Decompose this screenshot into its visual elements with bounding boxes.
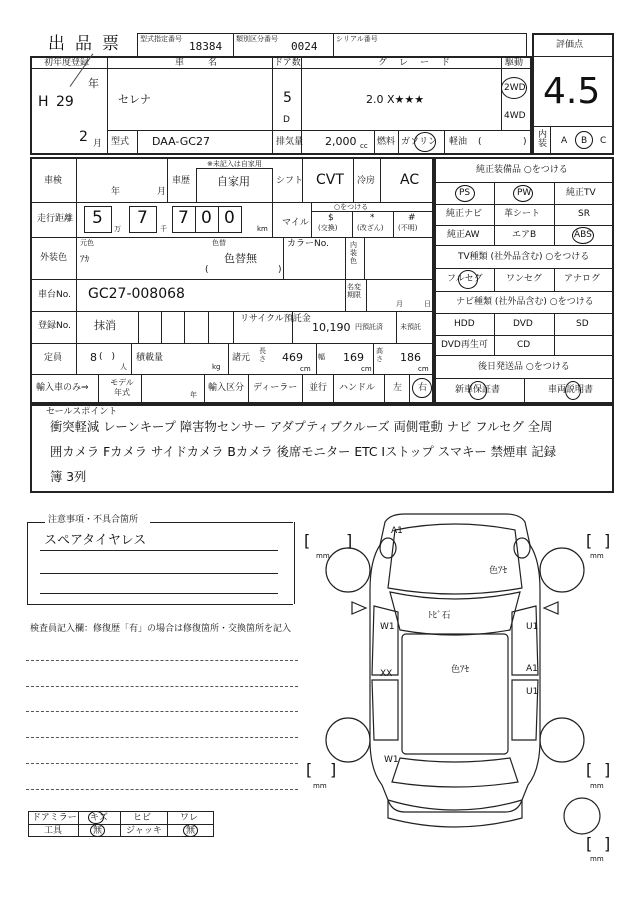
height-unit: cm: [418, 365, 429, 373]
bracket-fl-open: [: [304, 531, 311, 550]
shaken-month-unit: 月: [157, 187, 167, 197]
notes-label: 注意事項・不具合箇所: [48, 515, 139, 525]
mirror-h2: キズ: [90, 813, 108, 823]
navi-hdd: HDD: [454, 319, 475, 329]
equipment-title: 純正装備品 ○をつける: [476, 165, 568, 175]
mileage-dollar: $: [328, 213, 334, 223]
diag-u1-right2: U1: [526, 687, 539, 697]
mm-fl: mm: [316, 552, 330, 560]
diag-roof-label: ﾄﾋﾞ石: [428, 611, 451, 621]
history-value: 自家用: [217, 175, 250, 188]
sales-point-label: セールスポイント: [46, 407, 118, 417]
color-no-label: カラーNo.: [287, 239, 329, 249]
diag-body-label: 色ｱｾ: [451, 665, 470, 675]
mirror-h1: ドアミラー: [32, 813, 77, 823]
docs-warranty: 新車保証書: [455, 385, 501, 395]
docs-title: 後日発送品 ○をつける: [478, 362, 570, 372]
fuel-gasoline: ガソリン: [401, 137, 438, 147]
mm-fr: mm: [590, 552, 604, 560]
displacement-label: 排気量: [276, 137, 304, 147]
doors-label: ドア数: [274, 58, 301, 68]
capacity-unit: 人: [120, 363, 127, 371]
repaint-value: 色替無: [224, 252, 257, 265]
shift-label: シフト: [276, 176, 304, 186]
first-reg-month-unit: 月: [93, 139, 103, 149]
drive-label: 駆動: [505, 58, 524, 68]
first-reg-label: 初年度登録: [44, 58, 90, 68]
title-month-unit: 月: [396, 300, 403, 308]
width-unit: cm: [361, 365, 372, 373]
length-value: 469: [282, 351, 303, 364]
reg-label: 登録No.: [38, 321, 71, 331]
type-no-label: 型式指定番号: [140, 35, 182, 43]
type-no: 18384: [189, 40, 223, 53]
mileage-mile: マイル: [282, 218, 309, 228]
color-label: 外装色: [40, 253, 68, 263]
mileage-digit-2: 7: [137, 208, 148, 228]
diag-a1-front: A1: [391, 526, 403, 536]
equip-abs-circle: [572, 227, 594, 244]
car-name: セレナ: [118, 93, 151, 106]
handle-left: 左: [393, 383, 403, 393]
mileage-dollar-sub: (交換): [318, 224, 338, 232]
mileage-star: *: [370, 213, 375, 223]
equip-ps: PS: [459, 188, 471, 198]
repaint-paren-close: ): [278, 265, 282, 275]
equip-pw: PW: [517, 188, 532, 198]
navi-dvd: DVD: [513, 319, 533, 329]
notes-text: スペアタイヤレス: [44, 533, 147, 548]
length-unit: cm: [300, 365, 311, 373]
diag-w1-bottom: W1: [384, 755, 399, 765]
diag-hood-label: 色ｱｾ: [489, 566, 508, 576]
drive-4wd: 4WD: [504, 111, 526, 121]
mileage-circle-note: ○をつける: [334, 203, 369, 211]
first-reg-era: H: [38, 94, 49, 110]
doors-value: 5: [283, 90, 292, 106]
grade-label: グレード: [378, 58, 463, 68]
import-dealer: ディーラー: [253, 383, 298, 393]
inspector-label: 検査員記入欄：修復歴「有」の場合は修復箇所・交換箇所を記入: [30, 624, 292, 634]
equip-abs: ABS: [574, 230, 592, 240]
sales-line-1: 衝突軽減 レーンキープ 障害物センサー アダプティブクルーズ 両側電動 ナビ フルセグ 全周: [50, 420, 553, 434]
mirror-h4: ワレ: [180, 813, 199, 823]
first-reg-month: 2: [79, 129, 88, 145]
bracket-rr-close: ]: [604, 760, 611, 779]
mm-rr: mm: [590, 782, 604, 790]
docs-warranty-circle: [469, 381, 487, 400]
mileage-sen: 千: [160, 225, 167, 233]
score-value: 4.5: [543, 71, 601, 112]
sales-line-2: 囲カメラ Fカメラ サイドカメラ Bカメラ 後席モニター ETC Iストップ スマキー 禁煙車 記録: [50, 445, 557, 459]
bracket-fr-close: ]: [604, 531, 611, 550]
score-label: 評価点: [556, 40, 584, 50]
tv-oneseg: ワンセグ: [506, 274, 543, 284]
jack-value: 無: [186, 826, 196, 836]
title-day-unit: 日: [424, 300, 431, 308]
jack-label: ジャッキ: [126, 826, 162, 836]
interior-b: B: [581, 136, 588, 146]
tv-analog: アナログ: [564, 274, 601, 284]
shaken-year-unit: 年: [111, 187, 121, 197]
import-label: 輸入車のみ⇒: [36, 383, 89, 393]
equip-aw: 純正AW: [447, 230, 480, 240]
mileage-digit-3: 7: [178, 208, 189, 228]
interior-a: A: [561, 136, 568, 146]
mileage-hash: #: [408, 213, 416, 223]
drive-2wd-circle: [501, 77, 527, 99]
shift-value: CVT: [316, 172, 344, 188]
car-name-label: 車名: [175, 58, 242, 68]
recycle-value: 10,190: [312, 321, 351, 334]
tools-value: 無: [93, 826, 103, 836]
repaint-paren-open: (: [205, 265, 209, 275]
class-no: 0024: [291, 40, 318, 53]
handle-right: 右: [418, 383, 428, 393]
title-deadline-label: 名変期限: [347, 283, 361, 300]
capacity-label: 定員: [44, 353, 63, 363]
equip-sr: SR: [578, 209, 590, 219]
aircon-value: AC: [400, 172, 420, 188]
docs-manual: 車両説明書: [548, 385, 594, 395]
interior-label: 内装: [538, 130, 548, 150]
int-color-label: 内装色: [350, 241, 357, 266]
capacity-paren: ( ): [99, 352, 116, 362]
diag-u1-right: U1: [526, 622, 539, 632]
handle-right-circle: [412, 378, 432, 398]
navi-cd: CD: [517, 340, 531, 350]
recycle-label: リサイクル預託金: [240, 314, 311, 324]
docs-manual-circle: [565, 381, 581, 400]
jack-circle: [183, 824, 198, 837]
repaint-label: 色替: [212, 239, 226, 247]
height-value: 186: [400, 351, 421, 364]
fuel-circle: [414, 132, 436, 152]
import-parallel: 並行: [309, 383, 328, 393]
tv-fullseg-circle: [458, 270, 478, 289]
history-label: 車歴: [172, 176, 191, 186]
load-label: 積載量: [136, 353, 164, 363]
tools-circle: [90, 824, 105, 837]
navi-sd: SD: [576, 319, 589, 329]
equip-tv: 純正TV: [566, 188, 596, 198]
mm-rl: mm: [313, 782, 327, 790]
bracket-rl-open: [: [306, 760, 313, 779]
model-year-label: モデル年式: [110, 378, 134, 397]
bracket-rr-open: [: [586, 760, 593, 779]
displacement-value: 2,000: [325, 135, 357, 148]
diag-w1-left: W1: [380, 622, 395, 632]
equip-pw-circle: [513, 185, 533, 202]
width-value: 169: [343, 351, 364, 364]
aircon-label: 冷房: [357, 176, 376, 186]
mileage-man: 万: [114, 225, 121, 233]
cc-unit: cc: [360, 142, 368, 150]
grade-value: 2.0 X★★★: [366, 93, 425, 106]
interior-b-circle: [575, 131, 593, 149]
navi-dvd-play: DVD再生可: [441, 340, 488, 350]
first-reg-year-unit: 年: [88, 77, 99, 90]
fuel-paren-open: (: [478, 137, 482, 147]
navi-title: ナビ種類 (社外品含む) ○をつける: [456, 297, 594, 307]
capacity-value: 8: [90, 351, 97, 364]
bracket-fl-close: ]: [346, 531, 353, 550]
model-year-unit: 年: [190, 391, 197, 399]
bracket-spare-open: [: [586, 834, 593, 853]
mm-spare: mm: [590, 855, 604, 863]
mileage-hash-sub: (不明): [398, 224, 418, 232]
chassis-label: 車台No.: [38, 290, 71, 300]
equip-navi: 純正ナビ: [446, 209, 483, 219]
equip-ps-circle: [455, 185, 475, 202]
height-label: 高さ: [376, 347, 383, 363]
usage-note: ※未記入は自家用: [207, 160, 262, 168]
equip-leather: 革シート: [504, 209, 541, 219]
tv-title: TV種類 (社外品含む) ○をつける: [458, 252, 590, 262]
mirror-h3: ヒビ: [133, 813, 152, 823]
diag-xx-left: XX: [380, 669, 393, 679]
reg-value: 抹消: [94, 319, 116, 332]
class-no-label: 類別区分番号: [236, 35, 278, 43]
tools-label: 工具: [44, 826, 63, 836]
door-type: D: [283, 115, 290, 125]
car-damage-diagram: [300, 500, 630, 870]
serial-label: シリアル番号: [336, 35, 378, 43]
bracket-spare-close: ]: [604, 834, 611, 853]
bracket-rl-close: ]: [330, 760, 337, 779]
recycle-none: 未預託: [400, 323, 421, 331]
mileage-label: 走行距離: [37, 214, 74, 224]
dims-label: 諸元: [232, 353, 251, 363]
sales-line-3: 簿 3列: [50, 470, 87, 484]
equip-airbag: エアB: [512, 230, 537, 240]
chassis-value: GC27-008068: [88, 286, 185, 302]
interior-c: C: [600, 136, 607, 146]
fuel-light-oil: 軽油: [449, 137, 468, 147]
first-reg-year: 29: [56, 94, 74, 110]
bracket-fr-open: [: [586, 531, 593, 550]
diag-a1-right: A1: [526, 664, 538, 674]
shaken-label: 車検: [44, 176, 63, 186]
mirror-h2-circle: [88, 811, 104, 824]
recycle-unit: 円預託済: [355, 323, 383, 331]
fuel-paren-close: ): [523, 137, 527, 147]
import-cat-label: 輸入区分: [208, 383, 245, 393]
mileage-digit-4: 0: [201, 208, 212, 228]
handle-label: ハンドル: [339, 383, 376, 393]
form-title: 出品票: [48, 34, 129, 54]
drive-2wd: 2WD: [504, 83, 526, 93]
mileage-km: km: [257, 225, 268, 233]
mileage-star-sub: (改ざん): [357, 224, 384, 232]
width-label: 幅: [318, 353, 325, 361]
tv-fullseg: フルセグ: [447, 274, 483, 284]
mileage-digit-1: 5: [92, 208, 103, 228]
length-label: 長さ: [259, 347, 266, 363]
load-unit: kg: [212, 363, 221, 371]
orig-color-label: 元色: [80, 239, 94, 247]
mileage-digit-5: 0: [224, 208, 235, 228]
fuel-label: 燃料: [377, 137, 396, 147]
orig-color: ｱｶ: [80, 255, 90, 265]
model-label: 型式: [111, 137, 130, 147]
model-value: DAA-GC27: [152, 135, 210, 148]
